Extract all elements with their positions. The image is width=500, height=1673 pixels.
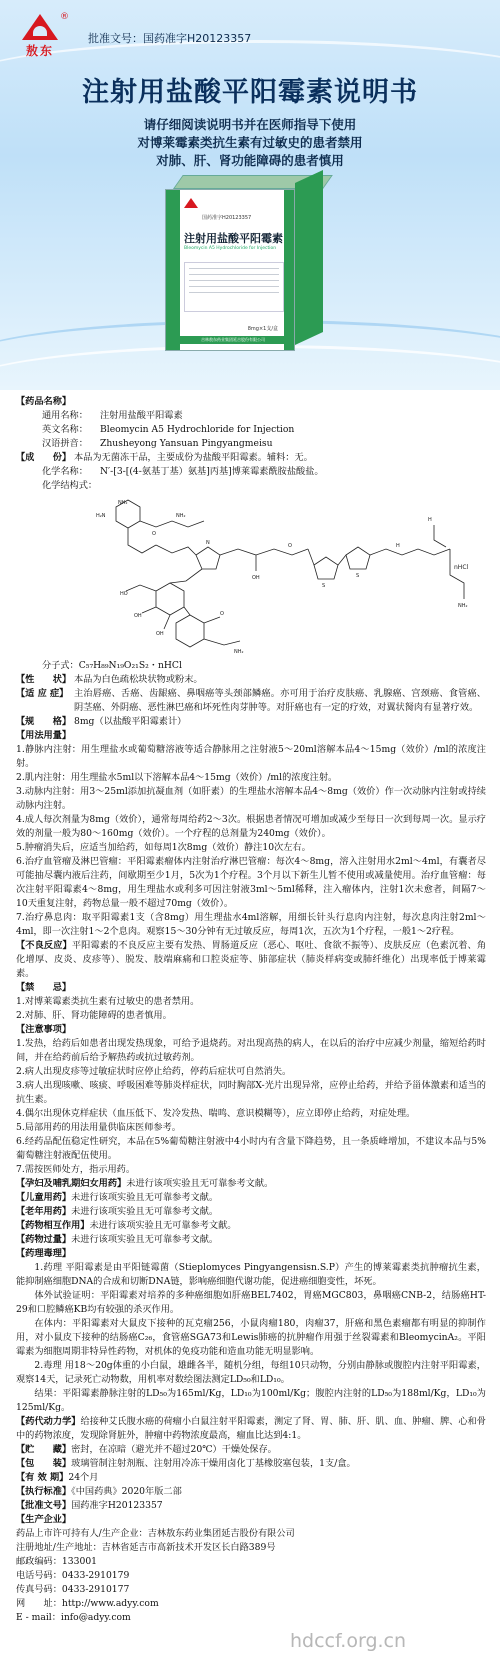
maker-address: 注册地址/生产地址：吉林省延吉市高新技术开发区长白路389号 (16, 1542, 276, 1553)
box-manufacturer: 吉林敖东药业集团延吉股份有限公司 (180, 336, 286, 344)
svg-text:O: O (288, 543, 292, 549)
pregnancy-row: 【孕妇及哺乳期妇女用药】未进行该项实验且无可靠参考文献。 (16, 1178, 274, 1189)
svg-text:S: S (322, 583, 326, 589)
approval-row: 【批准文号】国药准字H20123357 (16, 1500, 163, 1511)
ring-sugar-1 (156, 583, 184, 615)
warning-line-1: 请仔细阅读说明书并在医师指导下使用 (143, 117, 357, 132)
ring-imidazole (196, 547, 220, 569)
svg-text:H: H (396, 543, 400, 549)
usage-item: 5.肿瘤消失后，应适当加给药，如每周1次8mg（效价）静注10次左右。 (16, 842, 311, 853)
box-spec: 8mg×1支/盒 (247, 326, 278, 332)
overdose-row: 【药物过量】未进行该项实验且无可靠参考文献。 (16, 1234, 219, 1245)
box-text-block (184, 262, 284, 312)
pharmacology-para: 结果：平阳霉素静脉注射的LD₅₀为165ml/Kg，LD₁₀为100ml/Kg；腹腔内注射的LD₅₀为188ml/Kg，LD₁₀为125ml/Kg。 (16, 1388, 486, 1413)
registered-mark: ® (60, 12, 69, 22)
section-contraindications: 【禁 忌】 (16, 982, 72, 993)
maker-phone: 电话号码：0433-2910179 (16, 1570, 130, 1581)
section-usage: 【用法用量】 (16, 730, 72, 741)
watermark: hdccf.org.cn (290, 1630, 407, 1652)
pharmacology-para: 体外试验证明：平阳霉素对培养的多种癌细胞如肝癌BEL7402，胃癌MGC803，鼻咽癌CNB-2，结肠癌HT-29和口腔鳞癌KB均有较强的杀灭作用。 (16, 1290, 486, 1315)
svg-text:O: O (220, 611, 224, 617)
usage-item: 2.肌内注射：用生理盐水5ml以下溶解本品4～15mg（效价）/ml的浓度注射。 (16, 772, 338, 783)
english-name-row: 英文名称： Bleomycin A5 Hydrochloride for Injection (42, 424, 295, 435)
chemical-name-row: 化学名称： N′-[3-[(4-氨基丁基）氨基]丙基]博莱霉素酰胺盐酸盐。 (42, 466, 324, 477)
pharmacology-para: 1.药理 平阳霉素是由平阳链霉菌（Stieplomyces Pingyangensisn.S.P）产生的博莱霉素类抗肿瘤抗生素，能抑制癌细胞DNA的合成和切断DNA链，影响癌细胞代谢功能，促进癌细胞变性，坏死。 (16, 1262, 486, 1287)
generic-name-row: 通用名称： 注射用盐酸平阳霉素 (42, 410, 183, 421)
section-manufacturer: 【生产企业】 (16, 1514, 72, 1525)
page-title: 注射用盐酸平阳霉素说明书 (82, 77, 418, 108)
svg-text:HO: HO (120, 591, 128, 597)
caution-item: 2.病人出现皮疹等过敏症状时应停止给药，停药后症状可自然消失。 (16, 1066, 292, 1077)
box-approval: 国药准字H20123357 (202, 215, 252, 221)
interaction-row: 【药物相互作用】未进行该项实验且无可靠参考文献。 (16, 1220, 237, 1231)
maker-email: E - mail：info@adyy.com (16, 1612, 131, 1623)
spec-row: 【规 格】 8mg（以盐酸平阳霉素计） (16, 716, 187, 727)
svg-text:NH₂: NH₂ (458, 603, 468, 609)
elderly-row: 【老年用药】未进行该项实验且无可靠参考文献。 (16, 1206, 219, 1217)
structure-svg (56, 495, 486, 657)
chemical-structure-diagram (56, 495, 486, 657)
contra-item: 1.对博莱霉素类抗生素有过敏史的患者禁用。 (16, 996, 200, 1007)
brand-logo (16, 14, 64, 59)
maker-website: 网 址：http://www.adyy.com (16, 1598, 159, 1609)
section-drug-name: 【药品名称】 (16, 396, 72, 407)
svg-text:H: H (428, 517, 432, 523)
usage-item: 7.治疗鼻息肉：取平阳霉素1支（含8mg）用生理盐水4ml溶解，用细长针头行息肉内注射，每次息肉注射2ml～4ml，即一次注射1～2个息肉。观察15～30分钟有无过敏反应，每周1次，五次为1个疗程，一般1～2疗程。 (16, 912, 486, 937)
svg-text:NH₂: NH₂ (234, 649, 244, 655)
header-banner (0, 0, 500, 390)
box-product-name: 注射用盐酸平阳霉素 (184, 232, 283, 245)
contra-item: 2.对肺、肝、肾功能障碍的患者慎用。 (16, 1010, 172, 1021)
leaflet-body (16, 395, 486, 1660)
maker-fax: 传真号码：0433-2910177 (16, 1584, 130, 1595)
standard-row: 【执行标准】《中国药典》2020年版二部 (16, 1486, 182, 1497)
svg-text:NH₂: NH₂ (118, 500, 128, 506)
svg-text:O: O (152, 531, 156, 537)
approval-number: 批准文号：国药准字H20123357 (88, 32, 252, 45)
adverse-row: 【不良反应】平阳霉素的不良反应主要有发热、胃肠道反应（恶心、呕吐、食欲不振等）、皮肤反应（色素沉着、角化增厚、皮炎、皮疹等）、脱发、肢端麻痛和口腔炎症等、肺部症状（肺炎样病变或肺纤维化）出现率低于博莱霉素。 (16, 940, 486, 979)
children-row: 【儿童用药】未进行该项实验且无可靠参考文献。 (16, 1192, 219, 1203)
pinyin-row: 汉语拼音： Zhusheyong Yansuan Pingyangmeisu (42, 438, 273, 449)
box-logo-icon (184, 198, 198, 208)
pharmacology-para: 2.毒理 用18～20g体重的小白鼠，雄雌各半，随机分组，每组10只动物，分别由静脉或腹腔内注射平阳霉素，观察14天，记录死亡动物数，用机率对数绘图法测定LD₅₀和LD₁₀。 (16, 1360, 486, 1385)
caution-item: 7.需按医师处方，指示用药。 (16, 1164, 136, 1175)
nature-row: 【性 状】 本品为白色疏松块状物或粉末。 (16, 674, 203, 685)
svg-text:OH: OH (156, 631, 164, 637)
caution-item: 4.偶尔出现休克样症状（血压低下、发冷发热、喘鸣、意识模糊等），应立即停止给药，对症处理。 (16, 1108, 416, 1119)
indications-row: 【适 应 症】 主治唇癌、舌癌、齿龈癌、鼻咽癌等头颈部鳞癌。亦可用于治疗皮肤癌、乳腺癌、宫颈癌、食管癌、阴茎癌、外阴癌、恶性淋巴癌和坏死性肉芽肿等。对肝癌也有一定的疗效，对翼状胬肉有显著疗效。 (16, 688, 486, 713)
ingredients-row: 【成 份】 本品为无菌冻干品，主要成份为盐酸平阳霉素。辅料：无。 (16, 452, 313, 463)
caution-item: 5.局部用药的用法用量供临床医师参考。 (16, 1122, 181, 1133)
usage-item: 3.动脉内注射：用3～25ml添加抗凝血剂（如肝素）的生理盐水溶解本品4～8mg（效价）作一次动脉内注射或持续动脉内注射。 (16, 786, 486, 811)
package-row: 【包 装】玻璃管制注射剂瓶、注射用冷冻干燥用卤化丁基橡胶塞包装，1支/盒。 (16, 1458, 356, 1469)
svg-text:NH₂: NH₂ (176, 513, 186, 519)
pk-row: 【药代动力学】给接种艾氏腹水癌的荷瘤小白鼠注射平阳霉素，测定了肾、胃、肺、肝、肌、血、肿瘤、脾、心和骨中的药物浓度，发现除肾脏外，肿瘤中药物浓度最高，瘤血比达到4:1。 (16, 1416, 486, 1441)
ring-thiazole-2 (346, 547, 370, 569)
warning-line-3: 对肺、肝、肾功能障碍的患者慎用 (156, 153, 344, 168)
storage-row: 【贮 藏】密封，在凉暗（避光并不超过20℃）干燥处保存。 (16, 1444, 277, 1455)
warning-line-2: 对博莱霉素类抗生素有过敏史的患者禁用 (137, 135, 363, 150)
section-pharmacology: 【药理毒理】 (16, 1248, 72, 1259)
brand-name: 敖东 (25, 44, 54, 58)
svg-text:H₂N: H₂N (96, 513, 106, 519)
section-cautions: 【注意事项】 (16, 1024, 72, 1035)
maker-holder: 药品上市许可持有人/生产企业：吉林敖东药业集团延吉股份有限公司 (16, 1528, 295, 1539)
formula-hcl-label: nHCl (454, 564, 469, 571)
caution-item: 1.发热，给药后如患者出现发热现象，可给予退烧药。对出现高热的病人，在以后的治疗中应减少剂量，缩短给药时间，并在给药前后给予解热药或抗过敏药剂。 (16, 1038, 486, 1063)
validity-row: 【有 效 期】24个月 (16, 1472, 99, 1483)
usage-item: 6.治疗血管瘤及淋巴管瘤：平阳霉素瘤体内注射治疗淋巴管瘤：每次4～8mg，溶入注射用水2ml～4ml，有囊者尽可能抽尽囊内液后注药，间歇期至少1月，5次为1个疗程。3个月以下新生儿暂不使用或减量使用。治疗血管瘤：每次注射平阳霉素4～8mg，用生理盐水或利多可因注射液3ml～5ml稀释，注入瘤体内，注射1次未愈者，间隔7～10天重复注射，药物总量一般不超过70mg（效价）。 (16, 856, 486, 909)
molecular-formula: 分子式：C₅₇H₈₉N₁₉O₂₁S₂・nHCl (42, 660, 182, 671)
maker-postcode: 邮政编码：133001 (16, 1556, 98, 1567)
svg-text:OH: OH (134, 613, 142, 619)
ring-thiazole-1 (314, 557, 338, 579)
box-english-name: Bleomycin A5 Hydrochloride for Injection (184, 246, 277, 251)
caution-item: 3.病人出现咳嗽、咳痰、呼吸困难等肺炎样症状，同时胸部X-光片出现异常，应停止给药，并给予甾体激素和适当的抗生素。 (16, 1080, 486, 1105)
svg-text:N: N (206, 540, 210, 546)
pharmacology-para: 在体内：平阳霉素对大鼠皮下接种的瓦克瘤256，小鼠肉瘤180，肉瘤37，肝癌和黑色素瘤都有明显的抑制作用，对小鼠皮下接种的结肠癌C₂₆，食管癌SGA73和Lewis肺癌的抗肿瘤作用强于丝裂霉素和BleomycinA₂。平阳霉素为细胞周期非特异性药物，对机体的免疫功能和造血功能无明显影响。 (16, 1318, 486, 1357)
svg-text:S: S (356, 573, 360, 579)
caution-item: 6.经药品配伍稳定性研究，本品在5%葡萄糖注射液中4小时内有含量下降趋势，且一条质峰增加，不建议本品与5%葡萄糖注射液配伍使用。 (16, 1136, 486, 1161)
structure-label: 化学结构式： (42, 480, 98, 491)
usage-item: 1.静脉内注射：用生理盐水或葡萄糖溶液等适合静脉用之注射液5～20ml溶解本品4～15mg（效价）/ml的浓度注射。 (16, 744, 486, 769)
logo-triangle-icon (22, 14, 58, 40)
usage-item: 4.成人每次剂量为8mg（效价），通常每周给药2～3次。根据患者情况可增加或减少至每日一次到每周一次。显示疗效的剂量一般为80～160mg（效价）。一个疗程的总剂量为240mg（效价）。 (16, 814, 486, 839)
ring-sugar-2 (176, 615, 204, 647)
svg-text:OH: OH (252, 575, 260, 581)
product-box-image (165, 175, 325, 355)
